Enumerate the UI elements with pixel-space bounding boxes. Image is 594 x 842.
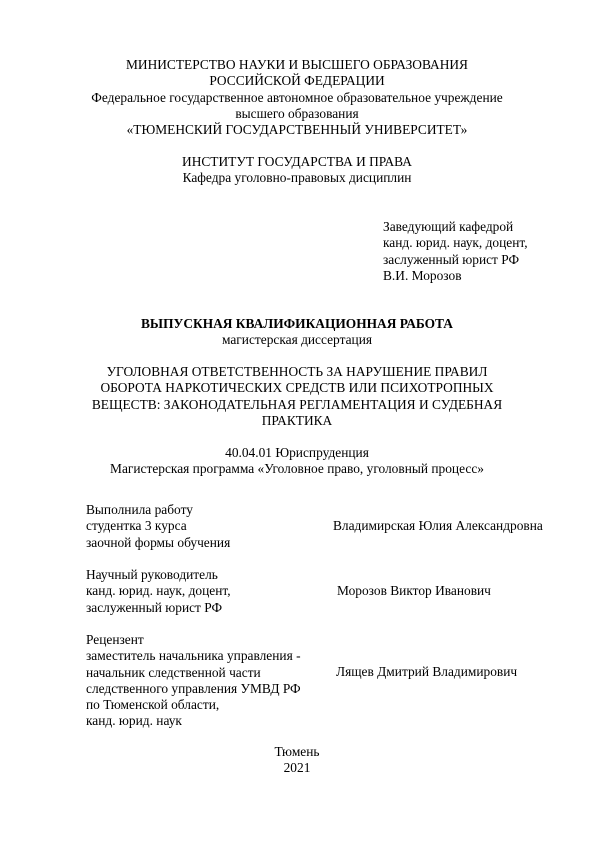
ministry-line1: МИНИСТЕРСТВО НАУКИ И ВЫСШЕГО ОБРАЗОВАНИЯ — [126, 57, 468, 72]
supervisor-role-line: Научный руководитель — [86, 567, 218, 582]
work-subtype: магистерская диссертация — [221, 332, 373, 348]
institute-block — [0, 154, 594, 187]
city: Тюмень — [274, 744, 320, 759]
approval-block — [383, 219, 528, 284]
institution-line1: Федеральное государственное автономное образовательное учреждение — [91, 89, 503, 105]
header-block — [0, 57, 594, 138]
footer-block — [0, 744, 594, 777]
ministry-line2: РОССИЙСКОЙ ФЕДЕРАЦИИ — [209, 73, 385, 89]
year: 2021 — [283, 760, 311, 776]
work-title-line4: ПРАКТИКА — [261, 412, 333, 428]
reviewer-name: Лящев Дмитрий Владимирович — [336, 664, 518, 679]
work-type: ВЫПУСКНАЯ КВАЛИФИКАЦИОННАЯ РАБОТА — [141, 316, 453, 331]
approval-line4: В.И. Морозов — [383, 267, 462, 283]
work-title-block — [0, 364, 594, 429]
supervisor-role-line: канд. юрид. наук, доцент, — [86, 583, 231, 599]
institution-line2: высшего образования — [235, 105, 359, 121]
specialty: 40.04.01 Юриспруденция — [225, 445, 369, 460]
author-role-line: Выполнила работу — [86, 502, 193, 517]
institute-name: ИНСТИТУТ ГОСУДАРСТВА И ПРАВА — [182, 154, 412, 169]
reviewer-role-line: по Тюменской области, — [86, 697, 220, 713]
program-block — [0, 445, 594, 478]
reviewer-role-line: следственного управления УМВД РФ — [86, 680, 301, 696]
supervisor-role-line: заслуженный юрист РФ — [86, 599, 223, 615]
supervisor-name: Морозов Виктор Иванович — [337, 583, 491, 598]
reviewer-role-line: Рецензент — [86, 632, 144, 647]
author-role-line: заочной формы обучения — [86, 534, 231, 550]
program: Магистерская программа «Уголовное право, уголовный процесс» — [110, 461, 484, 477]
work-type-block — [0, 316, 594, 349]
work-title-line2: ОБОРОТА НАРКОТИЧЕСКИХ СРЕДСТВ ИЛИ ПСИХОТРОПНЫХ — [100, 380, 494, 396]
department-name: Кафедра уголовно-правовых дисциплин — [182, 170, 412, 186]
reviewer-role-line: заместитель начальника управления - — [86, 648, 301, 664]
author-name: Владимирская Юлия Александровна — [333, 518, 543, 533]
approval-line2: канд. юрид. наук, доцент, — [383, 235, 528, 251]
approval-line3: заслуженный юрист РФ — [383, 251, 520, 267]
reviewer-role-line: канд. юрид. наук — [86, 713, 182, 729]
university-name: «ТЮМЕНСКИЙ ГОСУДАРСТВЕННЫЙ УНИВЕРСИТЕТ» — [126, 122, 468, 138]
work-title-line3: ВЕЩЕСТВ: ЗАКОНОДАТЕЛЬНАЯ РЕГЛАМЕНТАЦИЯ И СУДЕБНАЯ — [91, 396, 503, 412]
reviewer-role-line: начальник следственной части — [86, 664, 261, 680]
reviewer-role-block — [86, 632, 301, 730]
work-title-line1: УГОЛОВНАЯ ОТВЕТСТВЕННОСТЬ ЗА НАРУШЕНИЕ ПРАВИЛ — [106, 364, 488, 379]
author-role-block — [86, 502, 230, 551]
author-role-line: студентка 3 курса — [86, 518, 187, 534]
approval-line1: Заведующий кафедрой — [383, 219, 514, 234]
supervisor-role-block — [86, 567, 231, 616]
